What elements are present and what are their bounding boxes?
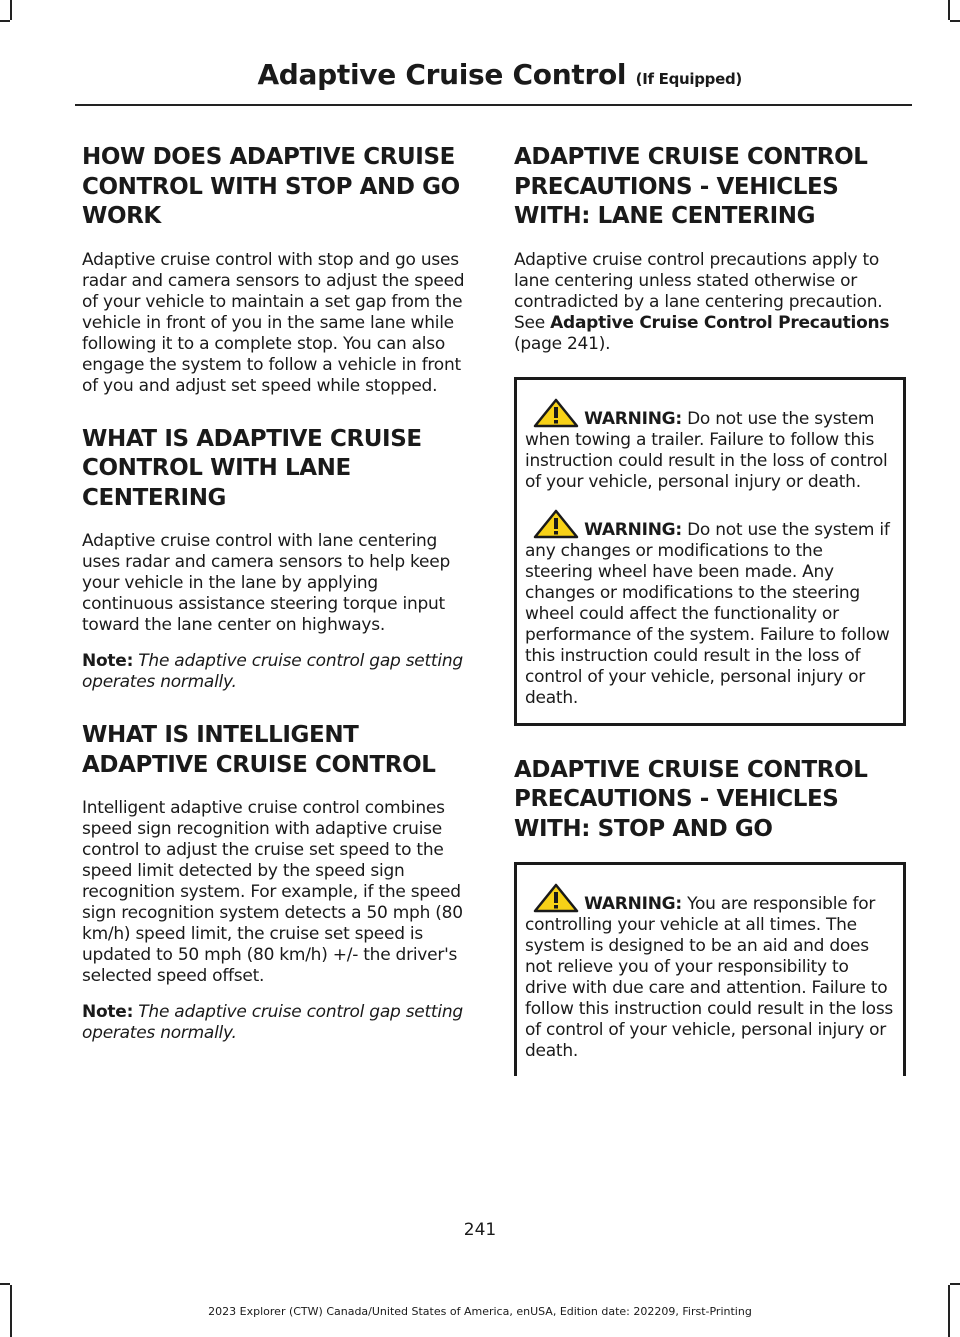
warning-text: You are responsible for controlling your vehicle at all times. The system is designed to be an aid and does not relieve you of your responsibility to drive with due care and attention. Failure to follow this instruction could result in the loss of control of your vehicle, personal injury or death. [525, 894, 894, 1061]
warning-label: WARNING: [584, 519, 682, 540]
warning-box-stop-and-go [514, 862, 906, 1076]
note-text: The adaptive cruise control gap setting operates normally. [82, 1002, 463, 1043]
note-label: Note: [82, 651, 134, 671]
warning-text: Do not use the system when towing a trailer. Failure to follow this instruction could result in the loss of control of your vehicle, personal injury or death. [525, 408, 888, 492]
note-text: The adaptive cruise control gap setting operates normally. [82, 651, 463, 692]
section-heading-precautions-lane-centering: ADAPTIVE CRUISE CONTROL PRECAUTIONS - VEHICLES WITH: LANE CENTERING [514, 144, 868, 229]
section-heading-stop-and-go: HOW DOES ADAPTIVE CRUISE CONTROL WITH STOP AND GO WORK [82, 144, 460, 229]
footer-edition-info: 2023 Explorer (CTW) Canada/United States of America, enUSA, Edition date: 202209, First-Printing [208, 1305, 752, 1318]
warning-label: WARNING: [584, 408, 682, 429]
warning-triangle-icon [533, 883, 579, 913]
crop-mark [950, 20, 960, 22]
warning-towing [525, 398, 895, 493]
crop-mark [0, 1283, 10, 1285]
page-number: 241 [463, 1220, 497, 1240]
cross-reference-link[interactable]: Adaptive Cruise Control Precautions [550, 312, 890, 333]
section-heading-precautions-stop-and-go: ADAPTIVE CRUISE CONTROL PRECAUTIONS - VEHICLES WITH: STOP AND GO [514, 756, 868, 842]
warning-triangle-icon [533, 398, 579, 428]
see-text: See [514, 312, 545, 333]
right-column [514, 143, 906, 1088]
section-body-precautions-lane-centering [514, 250, 906, 355]
section-body-lane-centering: Adaptive cruise control with lane centering uses radar and camera sensors to help keep your vehicle in the lane by applying continuous assistance steering torque input toward the lane center on highways. [82, 531, 451, 635]
header-rule [75, 104, 912, 106]
section-heading-lane-centering: WHAT IS ADAPTIVE CRUISE CONTROL WITH LANE CENTERING [82, 425, 422, 511]
note-label: Note: [82, 1002, 134, 1022]
note-intelligent [82, 1002, 474, 1044]
warning-label: WARNING: [584, 894, 682, 914]
warning-steering [525, 509, 895, 709]
crop-mark [948, 0, 950, 20]
section-heading-intelligent: WHAT IS INTELLIGENT ADAPTIVE CRUISE CONTROL [82, 722, 436, 778]
warning-triangle-icon [533, 509, 579, 539]
left-column [82, 143, 474, 1059]
header-title: Adaptive Cruise Control [257, 58, 627, 91]
warning-responsibility [525, 883, 895, 1062]
note-lane-centering [82, 651, 474, 693]
crop-mark [950, 1283, 960, 1285]
warning-box-lane-centering [514, 377, 906, 726]
crop-mark [0, 20, 10, 22]
page-header-title [257, 58, 742, 91]
precautions-text: Adaptive cruise control precautions apply to lane centering unless stated otherwise or contradicted by a lane centering precaution. [514, 249, 883, 312]
page-reference: (page 241). [514, 333, 611, 354]
crop-mark [10, 0, 12, 20]
warning-text: Do not use the system if any changes or modifications to the steering wheel have been made. Any changes or modifications to the steering wheel could affect the functionality or performance of the system. Failure to follow this instruction could result in the loss of control of your vehicle, personal injury or death. [525, 519, 890, 708]
section-body-stop-and-go: Adaptive cruise control with stop and go uses radar and camera sensors to adjust the speed of your vehicle to maintain a set gap from the vehicle in front of you in the same lane while following it to a complete stop. You can also engage the system to follow a vehicle in front of you and adjust set speed while stopped. [82, 249, 465, 396]
header-suffix: (If Equipped) [635, 70, 742, 88]
section-body-intelligent: Intelligent adaptive cruise control combines speed sign recognition with adaptive cruise control to adjust the cruise set speed to the speed limit detected by the speed sign recognition system. For example, if the speed sign recognition system detects a 50 mph (80 km/h) speed limit, the cruise set speed is updated to 50 mph (80 km/h) +/- the driver's selected speed offset. [82, 798, 463, 986]
